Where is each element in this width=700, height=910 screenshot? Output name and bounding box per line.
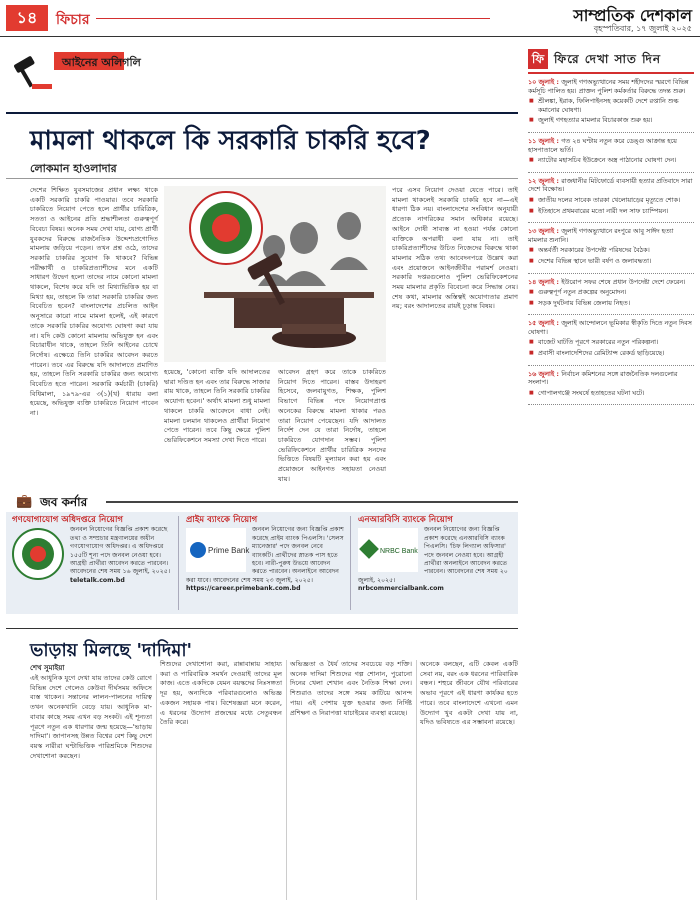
article-title: মামলা থাকলে কি সরকারি চাকরি হবে? [30, 126, 431, 156]
sidebar-bullet: ■ বাজেট ঘাটতি পূরণে সরকারের নতুন পরিকল্পনা। [538, 338, 694, 347]
sidebar-entry-text: জুলাই গণঅভ্যুত্থানের সময় শহীদদের স্মরণে বিভিন্ন কর্মসূচি পালিত হয়। প্রাক্তন পুলিশ কর্মকর্তার বিরুদ্ধে তদন্ত শুরু। [528, 78, 689, 95]
nrbc-logo-text: NRBC Bank [380, 548, 418, 556]
sidebar-entry [528, 173, 694, 223]
job-link[interactable]: teletalk.com.bd [70, 576, 125, 584]
article-byline: লোকমান হাওলাদার [30, 162, 117, 175]
sidebar-bullets [528, 97, 694, 125]
section-label: ফিচার [56, 12, 90, 28]
sidebar-flag: ফি [528, 49, 548, 69]
sidebar-entry [528, 223, 694, 273]
sidebar-entry-text: গত ২৪ ঘণ্টায় নতুন করে ডেঙ্গু আক্রান্ত হয়ে হাসপাতালে ভর্তি। [528, 136, 677, 154]
job-text: জনবল নিয়োগের বিজ্ঞপ্তি প্রকাশ করেছে তথ্য ও সম্প্রচার মন্ত্রণালয়ের অধীন গণযোগাযোগ অধিদপ্তর। এ অধিদপ্তরে ১৫৫টি শূন্য পদে জনবল নেওয়া হবে। আগ্রহী প্রার্থীরা আবেদন করতে পারবেন। আবেদনের শেষ সময় ১৬ জুলাই, ২০২৫। [70, 526, 171, 576]
job-text: জনবল নিয়োগের জন্য বিজ্ঞপ্তি প্রকাশ করেছে এনআরবিসি ব্যাংক পিএলসি। 'চিফ লিগ্যাল অফিসার' পদে জনবল নেওয়া হবে। আগ্রহী প্রার্থীরা অনলাইনে আবেদন করতে পারবেন। আবেদনের শেষ সময় ২০ জুলাই, ২০২৫। [358, 526, 508, 584]
sidebar-entry-text: ইউরোপ সফর শেষে প্রধান উপদেষ্টা দেশে ফেরেন। [561, 277, 686, 286]
sidebar-entry-text: জুলাই গণঅভ্যুত্থানে রংপুরে আবু সাঈদ হত্যা মামলার শুনানি। [528, 227, 674, 244]
sidebar-entry [528, 133, 694, 173]
sidebar-bullet: ■ অন্তর্বর্তী সরকারের উপদেষ্টা পরিষদের বৈঠক। [538, 246, 694, 255]
sidebar-bullet: ■ গুরুত্বপূর্ণ নতুন প্রকল্পের অনুমোদন। [538, 288, 694, 297]
jobs-box [6, 512, 518, 614]
column-divider [156, 674, 157, 900]
article2-column-4: অনেকে বলছেন, এটি কেবল একটি সেবা নয়, বরং এক ধরনের পারিবারিক বন্ধন। শহুরে জীবনে যৌথ পরিবারের অভাব পূরণে এই ধারণা কার্যকর হতে পারে। তবে বাংলাদেশে এখনো এমন উদ্যোগ খুব একটা দেখা যায় না, যদিও ভবিষ্যতে এর সম্ভাবনা রয়েছে। [420, 660, 518, 727]
title-rule [6, 112, 518, 114]
job-link[interactable]: https://career.primebank.com.bd [186, 585, 301, 593]
article-photo [164, 186, 386, 362]
page-number: ১৪ [6, 5, 48, 31]
article-column-2b: আবেদন গ্রহণ করে তাকে চাকরিতে নিয়োগ দিতে পারেন। বাস্তব উদাহরণ হিসেবে, জলবায়ুগত, শিক্ষক, পুলিশ বিভাগে বিভিন্ন পদে নিয়োগপ্রাপ্ত অনেকের বিরুদ্ধে মামলা থাকার পরও তারা নিয়োগ পেয়েছেন। যদি আদালত নির্দেশ দেন যে তারা নির্দোষ, তাহলে চাকরিতে যোগদান সম্ভব। পুলিশ ভেরিফিকেশনে প্রার্থীর চারিত্রিক সনদের ভিত্তিতে বিষয়টি মূল্যায়ন করা হয় এবং প্রয়োজনে আইনগত সহায়তা নেওয়া যায়। [278, 368, 386, 483]
sidebar-list [528, 74, 694, 405]
jobs-header [6, 492, 518, 510]
article2-rule [6, 628, 518, 629]
header-rule [96, 18, 490, 19]
article2-column-2: শিশুদের দেখাশোনা করা, রান্নাবান্নায় সাহায্য করা ও পারিবারিক সমর্থন দেওয়াই তাদের মূল কাজ। এতে একদিকে যেমন বয়স্কদের নিঃসঙ্গতা দূর হয়, অন্যদিকে পরিবারগুলোও অভিজ্ঞ একজন সহায়ক পায়। বিশেষজ্ঞরা মনে করেন, এ ধরনের উদ্যোগ প্রজন্মের মধ্যে সেতুবন্ধন তৈরি করে। [160, 660, 282, 727]
header-divider [0, 36, 700, 37]
kicker-label: আইনের অলিগলি [62, 56, 141, 69]
job-divider [350, 516, 351, 610]
sidebar-entry [528, 74, 694, 133]
page-header [0, 0, 700, 36]
sidebar-entry [528, 274, 694, 316]
kicker-block [6, 50, 518, 96]
sidebar-bullet: ■ দেশের বিভিন্ন স্থানে ভারী বর্ষণ ও জলাবদ্ধতা। [538, 257, 694, 266]
sidebar-bullet: ■ গোপালগঞ্জে সংঘর্ষে হতাহতের ঘটনা ঘটে। [538, 389, 694, 398]
nrbc-bank-logo [358, 528, 418, 572]
job-divider [178, 516, 179, 610]
byline-rule [6, 178, 518, 179]
article-column-2a: হয়েছে, 'কোনো ব্যক্তি যদি আদালতের দ্বারা দণ্ডিত হন এবং তার বিরুদ্ধে সাজার রায় থাকে, তাহলে তিনি সরকারি চাকরির অযোগ্য হবেন।' অর্থাৎ মামলা শুধু মামলা থাকলে চাকরি আবেদনে বাধা নেই। মামলা চলমান থাকলেও প্রার্থীরা নিয়োগ পেতে পারেন। তবে কিছু ক্ষেত্রে পুলিশ ভেরিফিকেশনে সমস্যা দেখা দিতে পারে। [164, 368, 270, 444]
sidebar-bullet: ■ ইতিহাসে প্রথমবারের মতো নারী দল সাফ চ্যাম্পিয়ন। [538, 207, 694, 216]
sidebar-bullet: ■ ন্যাটোর মহাসচিব ইউক্রেনে অস্ত্র পাঠানোর ঘোষণা দেন। [538, 156, 694, 165]
sidebar-bullets [528, 156, 694, 165]
job-title: এনআরবিসি ব্যাংকে নিয়োগ [358, 515, 453, 525]
job-title: প্রাইম ব্যাংকে নিয়োগ [186, 515, 258, 525]
sidebar-entry-date: ১৪ জুলাই : [528, 277, 562, 286]
sidebar-bullets [528, 288, 694, 307]
sidebar-title: ফিরে দেখা সাত দিন [554, 52, 662, 66]
sidebar-entry [528, 315, 694, 365]
jobs-rule [106, 501, 518, 503]
job-item [6, 512, 178, 614]
job-title: গণযোগাযোগ অধিদপ্তরে নিয়োগ [12, 515, 124, 525]
sidebar-entry-date: ১২ জুলাই : [528, 176, 562, 185]
sidebar-bullet: ■ শ্রীলঙ্কা, ইরাক, ফিলিপাইনসহ কয়েকটি দেশে রপ্তানি শুল্ক কমানোর ঘোষণা। [538, 97, 694, 114]
sidebar-entry [528, 366, 694, 406]
sidebar-bullet: ■ সড়ক দুর্ঘটনায় বিভিন্ন জেলায় নিহত। [538, 299, 694, 308]
sidebar-entry-date: ১০ জুলাই : [528, 78, 562, 86]
article-column-1: দেশের শিক্ষিত যুবসমাজের প্রধান লক্ষ্য থাকে একটি সরকারি চাকরি পাওয়ার। তবে সরকারি চাকরিতে নিয়োগ পেতে হলে প্রার্থীর চারিত্রিক, সততা ও আইনের প্রতি শ্রদ্ধাশীলতা গুরুত্বপূর্ণ বিবেচ্য বিষয়। অনেক সময় দেখা যায়, যোগ্য প্রার্থী যুবকদের বিরুদ্ধে রাজনৈতিক উদ্দেশ্যপ্রণোদিত মামলায় জড়িয়ে পড়েন। তখন প্রশ্ন ওঠে, তাদের সরকারি চাকরির সুযোগ কি থাকবে? বিভিন্ন পরীক্ষার্থী ও চাকরিপ্রত্যাশীদের মনে একটি সাধারণ উদ্বেগ হলো তাদের নামে কোনো মামলা থাকলে, বিশেষ করে যদি তা মিথ্যাভিত্তিক হয় বা মিথ্যা হয়, তাহলে কি তারা সরকারি চাকরির জন্য বিবেচিত হবেন? বাংলাদেশের প্রচলিত আইন অনুসারে কারো নামে মামলা হলেই, এই কারণে তাকে সরকারি চাকরির অযোগ্য ঘোষণা করা যায় না। যদি কেউ কোনো মামলায় অভিযুক্ত হন এবং বিচারাধীন থাকে, তাহলে তিনি আইনের চোখে নির্দোষ। এক্ষেত্রে তিনি চাকরির আবেদন করতে পারেন। তবে এর বিরুদ্ধে যদি আদালতে প্রমাণিত হয়, তাহলে তিনি সরকারি চাকরির জন্য অযোগ্য বিবেচিত হতে পারেন। সরকারি কর্মচারী (চাকরি) বিধিমালা, ১৯৭৯-এর ৩(১)(খ) ধারায় বলা হয়েছে, অভিযুক্ত ব্যক্তি চাকরিতে নিয়োগ পাবেন না। [30, 186, 158, 418]
sidebar-entry-text: নির্বাচন কমিশনের সঙ্গে রাজনৈতিক দলগুলোর সংলাপ। [528, 369, 678, 387]
article2-column-3: অভিজ্ঞতা ও ধৈর্য তাদের সবচেয়ে বড় শক্তি। অনেক দাদিমা শিশুদের গল্প শোনান, পুরোনো দিনের খেলা শেখান এবং নৈতিক শিক্ষা দেন। শিশুরাও তাদের সঙ্গে সময় কাটিয়ে আনন্দ পায়। এই পেশায় যুক্ত হওয়ার জন্য নির্দিষ্ট প্রশিক্ষণ ও নিরাপত্তা যাচাইয়ের ব্যবস্থা রয়েছে। [290, 660, 412, 717]
sidebar-entry-text: রাজধানীর মিটফোর্ডে ব্যবসায়ী হত্যার প্রতিবাদে সারা দেশে বিক্ষোভ। [528, 176, 693, 194]
dateline: বৃহস্পতিবার, ১৭ জুলাই ২০২৫ [593, 24, 692, 33]
govt-seal-icon [12, 528, 64, 580]
sidebar-entry-date: ১৫ জুলাই : [528, 319, 562, 328]
sidebar-bullets [528, 338, 694, 357]
gavel-icon [10, 54, 54, 92]
masthead: সাম্প্রতিক দেশকাল [573, 6, 692, 25]
sidebar-bullet: ■ জুলাই গণহত্যার মামলার বিচারকাজ শুরু হয়। [538, 116, 694, 125]
article2-title: ভাড়ায় মিলছে 'দাদিমা' [30, 640, 193, 661]
court-illustration [164, 186, 386, 362]
article-column-3: পরে এসব নিয়োগ দেওয়া যেতে পারে। তাই মামলা থাকলেই সরকারি চাকরি হবে না—এই ধারণা ঠিক নয়। বাংলাদেশের সংবিধান অনুযায়ী প্রত্যেক নাগরিকের সমান অধিকার রয়েছে। আইনে দোষী সাব্যস্ত না হওয়া পর্যন্ত কোনো ব্যক্তিকে অপরাধী বলা যায় না। তাই চাকরিপ্রত্যাশীদের উচিত নিজেদের বিরুদ্ধে থাকা মামলার সঠিক তথ্য আবেদনপত্রে উল্লেখ করা এবং প্রয়োজনে আইনজীবীর পরামর্শ নেওয়া। সরকারি দপ্তরগুলোও পুলিশ ভেরিফিকেশনের সময় মামলার প্রকৃতি বিবেচনা করে সিদ্ধান্ত নেয়। শেষ কথা, মামলার অস্তিত্বই অযোগ্যতার প্রমাণ নয়; বরং আদালতের রায়ই চূড়ান্ত বিষয়। [392, 186, 518, 311]
prime-bank-logo [186, 528, 250, 572]
sidebar-bullet: ■ জাতীয় দলের সাবেক তারকা খেলোয়াড়ের মৃত্যুতে শোক। [538, 196, 694, 205]
sidebar-bullet: ■ প্রবাসী বাংলাদেশিদের রেমিট্যান্স রেকর্ড ছাড়িয়েছে। [538, 349, 694, 358]
sidebar-bullets [528, 196, 694, 215]
sidebar-column [528, 46, 694, 896]
job-text: জনবল নিয়োগের জন্য বিজ্ঞপ্তি প্রকাশ করেছে প্রাইম ব্যাংক পিএলসি। 'সেলস ম্যানেজার' পদে জনবল নেবে ব্যাংকটি। প্রার্থীদের স্নাতক পাস হতে হবে। নারী-পুরুষ উভয়ে আবেদন করতে পারবেন। অনলাইনে আবেদন করা যাবে। আবেদনের শেষ সময় ২৩ জুলাই, ২০২৫। [186, 526, 344, 584]
sidebar-bullets [528, 389, 694, 398]
sidebar-entry-date: ১১ জুলাই : [528, 136, 562, 145]
article2-byline: শেখ সুমাইয়া [30, 664, 65, 672]
article2-column-1: এই আধুনিক যুগে দেখা যায় তাদের কেউ রোগে বিভিন্ন দেশে গেলেও কেউবা দীর্ঘসময় অফিসে ব্যস্ত থাকেন। সন্তানের লালন-পালনের দায়িত্ব তখন অনেকখানি বেড়ে যায়। আধুনিক মা-বাবার কাছে সময় এখন বড় সংকট। এই শূন্যতা পূরণে নতুন এক ধারণার জন্ম হয়েছে—'ভাড়ায় দাদিমা'। জাপানসহ উন্নত বিশ্বের বেশ কিছু দেশে বয়স্ক নারীরা ঘণ্টাভিত্তিক পারিশ্রমিকে শিশুদের দেখাশোনা করছেন। [30, 674, 152, 760]
prime-bank-logo-text: Prime Bank [208, 546, 250, 556]
jobs-title: জব কর্নার [40, 495, 88, 509]
briefcase-icon: 💼 [16, 494, 33, 509]
column-divider [416, 660, 417, 900]
sidebar-entry-date: ১৩ জুলাই : [528, 227, 562, 236]
column-divider [286, 660, 287, 900]
job-item [352, 512, 518, 614]
sidebar-bullets [528, 246, 694, 265]
sidebar-header [528, 46, 694, 74]
job-link[interactable]: nrbcommercialbank.com [358, 585, 444, 593]
job-item [180, 512, 350, 614]
sidebar-entry-text: জুলাই আন্দোলনে ভূমিকার স্বীকৃতি দিতে নতুন দিবস ঘোষণা। [528, 319, 692, 336]
sidebar-entry-date: ১৬ জুলাই : [528, 369, 562, 378]
